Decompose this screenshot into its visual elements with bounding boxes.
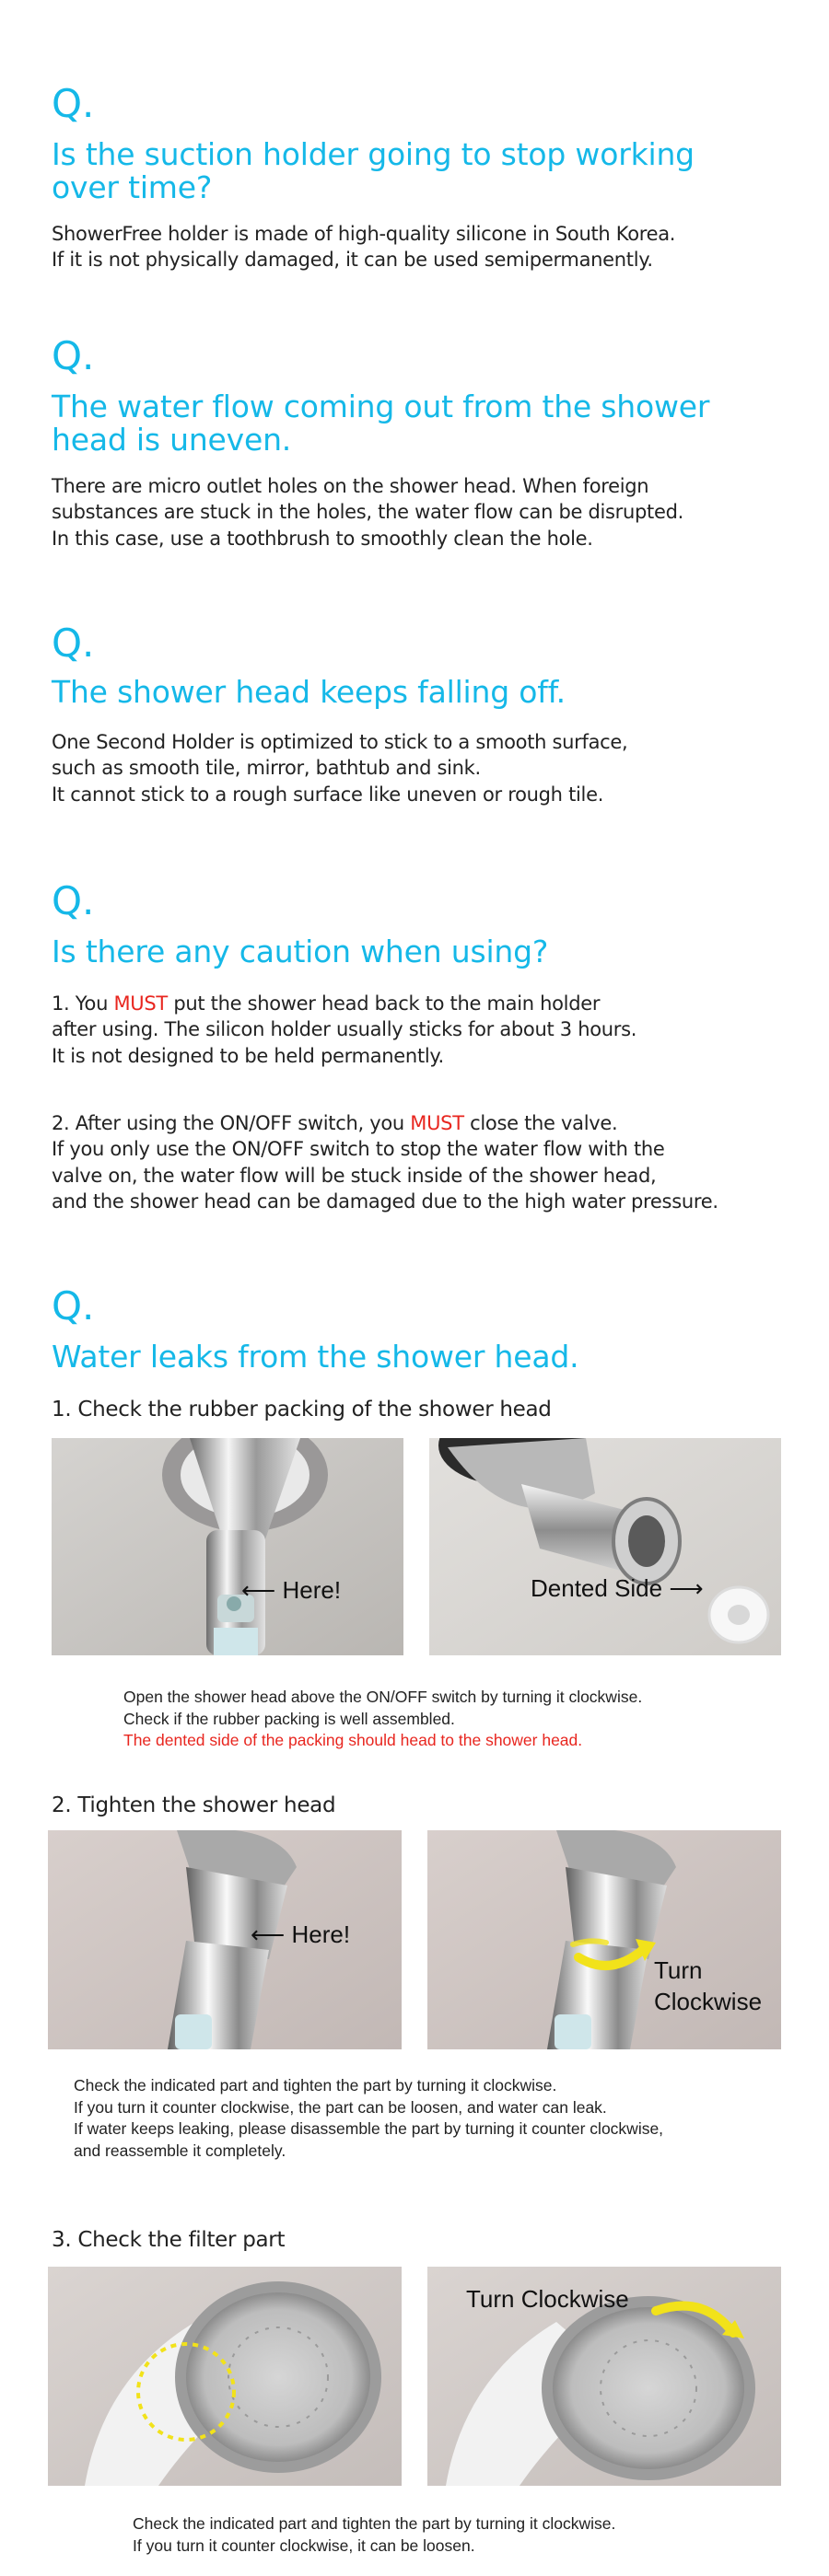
faq-answer-line: It is not designed to be held permanently. [52,1044,444,1067]
filter-part-photo [48,2267,402,2486]
must-emphasis: MUST [113,992,168,1015]
step-label: 3. Check the filter part [52,2228,286,2252]
arrow-right-icon: ⟶ [662,1574,704,1602]
faq-answer [52,473,683,551]
photo-label: ⟵ Here! [241,1576,342,1604]
faq-title-line: Is there any caution when using? [52,934,549,969]
photo-label: Turn Clockwise [466,2285,629,2313]
photo-label: Turn Clockwise [654,1956,763,2015]
caption-line: Check if the rubber packing is well assembled. [123,1709,455,1728]
caption-line: Open the shower head above the ON/OFF switch by turning it clockwise. [123,1688,643,1706]
faq-answer-line: and the shower head can be damaged due to the high water pressure. [52,1190,718,1213]
shower-head-photo [52,1438,403,1655]
faq-answer-line: If you only use the ON/OFF switch to stop the water flow with the [52,1138,665,1161]
step-caption [123,1687,642,1752]
faq-answer-line: One Second Holder is optimized to stick to a smooth surface, [52,731,628,753]
faq-answer [52,1110,718,1214]
shower-head-illustration [52,1438,403,1655]
faq-answer [52,729,627,807]
must-emphasis: MUST [410,1112,464,1134]
caption-line: If you turn it counter clockwise, the part can be loosen, and water can leak. [74,2097,607,2117]
faq-answer-line: 2. After using the ON/OFF switch, you MUST close the valve. [52,1112,618,1134]
faq-title-line: over time? [52,169,213,206]
faq-title [52,1340,578,1374]
faq-answer-line: In this case, use a toothbrush to smoothly clean the hole. [52,527,593,550]
caption-line: Check the indicated part and tighten the part by turning it clockwise. [133,2514,616,2533]
faq-title [52,390,709,458]
rubber-packing-photo [429,1438,781,1655]
faq-q-marker: Q. [52,81,95,126]
faq-answer-line: valve on, the water flow will be stuck inside of the shower head, [52,1164,657,1187]
faq-q-marker: Q. [52,333,95,378]
filter-part-illustration [48,2267,402,2486]
faq-answer-line: substances are stuck in the holes, the water flow can be disrupted. [52,501,684,524]
faq-title-line: The water flow coming out from the shower [52,389,710,424]
faq-title-line: The shower head keeps falling off. [52,674,566,710]
step-label: 2. Tighten the shower head [52,1793,336,1817]
arrow-right-icon: ⟵ [241,1576,283,1604]
faq-title-line: Is the suction holder going to stop working [52,136,695,172]
faq-answer-line: It cannot stick to a rough surface like uneven or rough tile. [52,783,604,806]
faq-q-marker: Q. [52,878,95,923]
caption-warning: The dented side of the packing should head to the shower head. [123,1731,583,1750]
faq-answer-line: such as smooth tile, mirror, bathtub and sink. [52,757,481,780]
faq-q-marker: Q. [52,1283,95,1329]
caption-line: If you turn it counter clockwise, it can be loosen. [133,2535,475,2555]
caption-line: If water keeps leaking, please disassemble the part by turning it counter clockwise, [74,2119,664,2139]
photo-label: ⟵ Here! [251,1920,351,1948]
rubber-packing-illustration [429,1438,781,1655]
photo-label: Dented Side ⟶ [531,1574,704,1602]
caption-line: Check the indicated part and tighten the part by turning it clockwise. [74,2076,557,2094]
faq-answer-line: There are micro outlet holes on the shower head. When foreign [52,475,649,497]
faq-answer-line: after using. The silicon holder usually sticks for about 3 hours. [52,1018,637,1041]
step-label: 1. Check the rubber packing of the shower head [52,1398,552,1421]
faq-answer [52,991,636,1069]
faq-answer-line: ShowerFree holder is made of high-quality silicone in South Korea. [52,223,676,245]
step-caption [74,2075,663,2163]
faq-title [52,676,566,709]
faq-title [52,138,695,205]
faq-title-line: Water leaks from the shower head. [52,1339,579,1375]
faq-q-marker: Q. [52,621,95,666]
step-caption [133,2513,615,2557]
faq-answer [52,221,675,273]
faq-answer-line: 1. You MUST put the shower head back to the main holder [52,992,601,1015]
faq-answer-line: If it is not physically damaged, it can be used semipermanently. [52,249,653,272]
caption-line: and reassemble it completely. [74,2141,286,2160]
faq-title-line: head is uneven. [52,422,292,458]
arrow-right-icon: ⟵ [251,1920,292,1948]
faq-title [52,935,548,969]
